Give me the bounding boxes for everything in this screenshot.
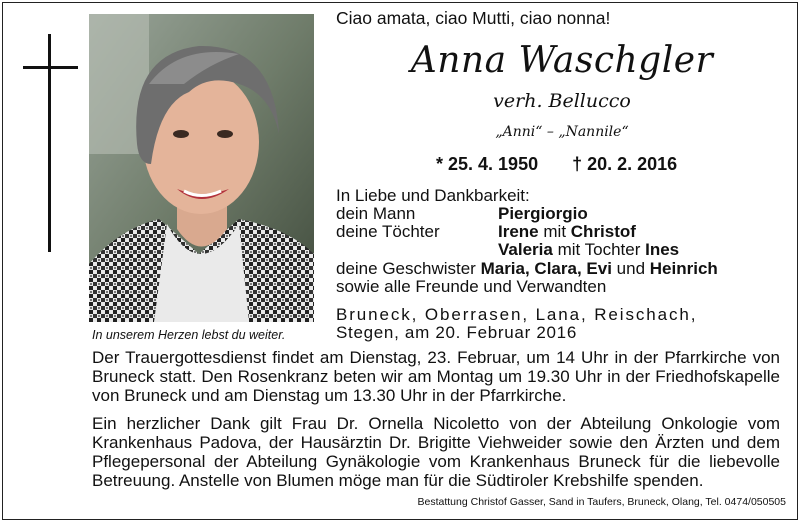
husband-label: dein Mann [336, 204, 416, 223]
deceased-name: Anna Waschgler [410, 40, 714, 81]
mourners-intro: In Liebe und Dankbarkeit: [336, 186, 530, 205]
place-line-2: Stegen, am 20. Februar 2016 [336, 323, 577, 342]
funeral-home-footer: Bestattung Christof Gasser, Sand in Taufers, Bruneck, Olang, Tel. 0474/050505 [417, 496, 786, 508]
life-dates [436, 154, 677, 175]
place-line-1: Bruneck, Oberrasen, Lana, Reischach, [336, 305, 698, 324]
husband-name: Piergiorgio [498, 204, 588, 223]
daughter-line-2: Valeria mit Tochter Ines [498, 240, 680, 259]
funeral-text: Der Trauergottesdienst findet am Dienstag, 23. Februar, um 14 Uhr in der Pfarrkirche von Bruneck statt. Den Rosenkranz beten wir am Montag um 19.30 Uhr in der Friedhofskapelle von Bruneck und am Dienstag um 13.30 Uhr in der Pfarrkirche. [92, 348, 780, 405]
birth-date: * 25. 4. 1950 [436, 154, 539, 174]
greeting: Ciao amata, ciao Mutti, ciao nonna! [336, 8, 611, 28]
portrait-photo [89, 14, 314, 322]
thanks-text: Ein herzlicher Dank gilt Frau Dr. Ornella Nicoletto von der Abteilung Onkologie vom Krankenhaus Padova, der Hausärztin Dr. Brigitte Viehweider sowie den Ärzten und dem Pflegepersonal der Abteilung Gynäkologie vom Krankenhaus Bruneck für die liebevolle Betreuung. Anstelle von Blumen möge man für die Südtiroler Krebshilfe spenden. [92, 414, 780, 490]
death-date: † 20. 2. 2016 [572, 154, 678, 174]
siblings-line: deine Geschwister Maria, Clara, Evi und Heinrich [336, 259, 718, 278]
daughters-label: deine Töchter [336, 222, 440, 241]
photo-caption: In unserem Herzen lebst du weiter. [92, 328, 286, 342]
daughter-line-1: Irene mit Christof [498, 222, 636, 241]
married-name: verh. Bellucco [493, 90, 631, 112]
nicknames: „Anni“ – „Nannile“ [495, 124, 629, 140]
others-line: sowie alle Freunde und Verwandten [336, 277, 607, 296]
